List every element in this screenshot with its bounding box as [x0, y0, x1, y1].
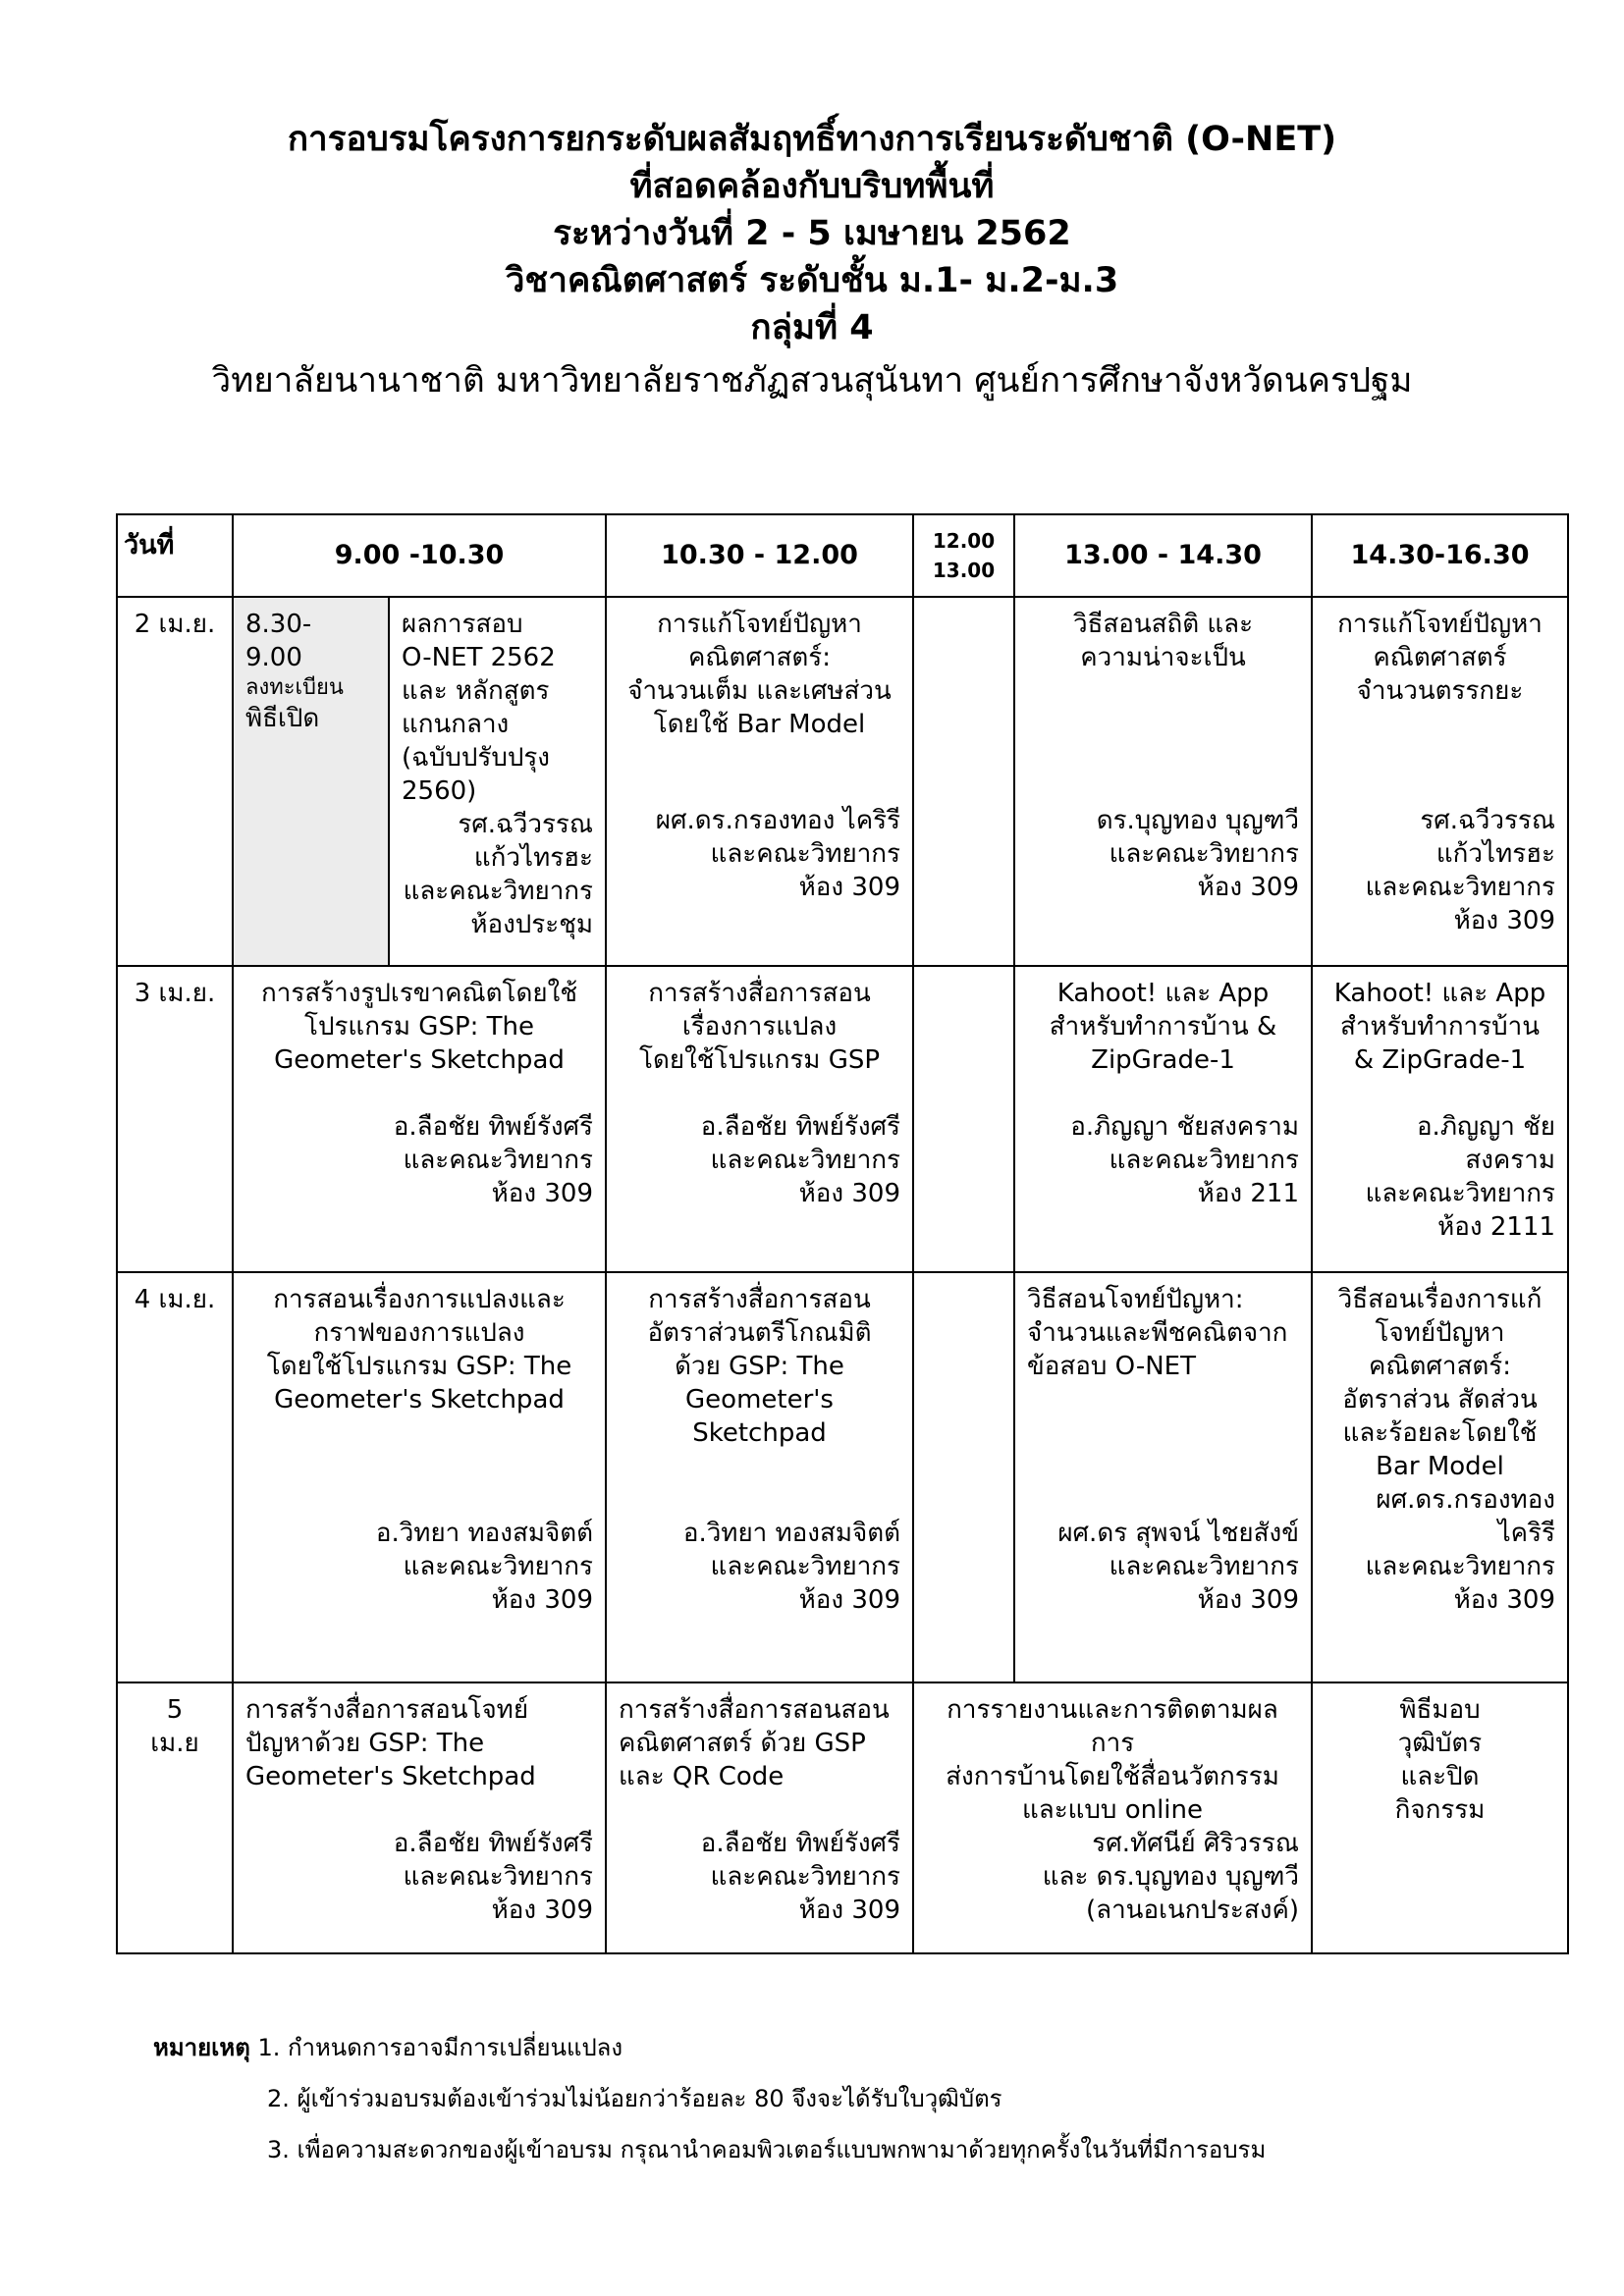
session-speaker: ผศ.ดร.กรองทอง ไคริรี และคณะวิทยากร ห้อง 309 — [1365, 1485, 1556, 1615]
session-title: การแก้โจทย์ปัญหา คณิตศาสตร์: จำนวนเต็ม และเศษส่วน โดยใช้ Bar Model — [627, 610, 892, 739]
header-row — [117, 514, 1568, 597]
session-speaker: อ.ภิญญา ชัย สงคราม และคณะวิทยากร ห้อง 2111 — [1365, 1112, 1556, 1242]
day-cell: 4 เม.ย. — [117, 1272, 233, 1682]
session-title: ผลการสอบ O-NET 2562 และ หลักสูตร แกนกลาง (ฉบับปรับปรุง 2560) — [402, 610, 556, 806]
table-row — [117, 597, 1568, 966]
session-title: Kahoot! และ App สำหรับทำการบ้าน & ZipGrade-1 — [1333, 979, 1546, 1075]
header-slot-1: 9.00 -10.30 — [233, 514, 606, 597]
notes-label: หมายเหตุ — [153, 2034, 250, 2061]
opening-ceremony: พิธีเปิด — [245, 704, 320, 733]
session-title: การรายงานและการติดตามผลการ ส่งการบ้านโดยใช้สื่อนวัตกรรม และแบบ online — [946, 1695, 1279, 1825]
session-title: การสร้างรูปเรขาคณิตโดยใช้ โปรแกรม GSP: The Geometer's Sketchpad — [261, 979, 577, 1075]
lunch-cell — [913, 966, 1014, 1272]
title-group: กลุ่มที่ 4 — [750, 308, 874, 347]
session-speaker: ผศ.ดร สุพจน์ ไชยสังข์ และคณะวิทยากร ห้อง 309 — [1057, 1519, 1300, 1615]
session-title: การสอนเรื่องการแปลงและ กราฟของการแปลง โดยใช้โปรแกรม GSP: The Geometer's Sketchpad — [266, 1285, 572, 1415]
registration-time: 8.30- 9.00 — [245, 610, 312, 672]
session-cell — [1312, 597, 1568, 966]
session-cell — [606, 597, 913, 966]
lunch-cell — [913, 597, 1014, 966]
session-title: วิธีสอนโจทย์ปัญหา: จำนวนและพีชคณิตจาก ข้อสอบ O-NET — [1027, 1285, 1288, 1381]
session-cell — [1312, 966, 1568, 1272]
table-row — [117, 966, 1568, 1272]
session-speaker: อ.วิทยา ทองสมจิตต์ และคณะวิทยากร ห้อง 309 — [375, 1519, 594, 1615]
header-day: วันที่ — [117, 514, 233, 597]
session-title: การสร้างสื่อการสอน เรื่องการแปลง โดยใช้โปรแกรม GSP — [638, 979, 881, 1075]
lunch-cell — [913, 1272, 1014, 1682]
session-speaker: อ.ลือชัย ทิพย์รังศรี และคณะวิทยากร ห้อง 309 — [393, 1112, 594, 1208]
session-speaker: รศ.ฉวีวรรณ แก้วไทรฮะ และคณะวิทยากร ห้องประชุม — [403, 810, 594, 939]
session-cell — [606, 1272, 913, 1682]
session-title: การสร้างสื่อการสอน อัตราส่วนตรีโกณมิติ ด้วย GSP: The Geometer's Sketchpad — [647, 1285, 872, 1448]
session-title: การแก้โจทย์ปัญหา คณิตศาสตร์ จำนวนตรรกยะ — [1337, 610, 1543, 706]
registration-label: ลงทะเบียน — [245, 675, 344, 700]
closing-ceremony: พิธีมอบ วุฒิบัตร และปิด กิจกรรม — [1394, 1695, 1486, 1825]
session-cell — [233, 966, 606, 1272]
session-cell — [913, 1682, 1312, 1953]
note-1-text: 1. กำหนดการอาจมีการเปลี่ยนแปลง — [257, 2034, 623, 2061]
session-cell — [1312, 1682, 1568, 1953]
note-3: 3. เพื่อความสะดวกของผู้เข้าอบรม กรุณานำคอมพิวเตอร์แบบพกพามาด้วยทุกครั้งในวันที่มีการอบรม — [267, 2136, 1267, 2163]
session-speaker: รศ.ฉวีวรรณ แก้วไทรฮะ และคณะวิทยากร ห้อง 309 — [1365, 806, 1556, 935]
registration-cell — [233, 597, 389, 966]
session-speaker: ผศ.ดร.กรองทอง ไคริรี และคณะวิทยากร ห้อง 309 — [655, 806, 901, 902]
notes — [153, 2022, 1266, 2175]
table-row — [117, 1682, 1568, 1953]
title-dates: ระหว่างวันที่ 2 - 5 เมษายน 2562 — [553, 214, 1071, 253]
day-number: 5 — [166, 1695, 184, 1725]
header-slot-2: 10.30 - 12.00 — [606, 514, 913, 597]
session-title: การสร้างสื่อการสอนโจทย์ ปัญหาด้วย GSP: The Geometer's Sketchpad — [245, 1695, 536, 1791]
session-cell — [1014, 1272, 1312, 1682]
session-speaker: อ.ลือชัย ทิพย์รังศรี และคณะวิทยากร ห้อง 309 — [393, 1829, 594, 1925]
session-cell — [233, 1272, 606, 1682]
day-month: เม.ย — [150, 1729, 199, 1758]
session-title: วิธีสอนสถิติ และ ความน่าจะเป็น — [1072, 610, 1254, 672]
lunch-end: 13.00 — [932, 559, 996, 582]
session-cell — [606, 966, 913, 1272]
header-slot-3: 13.00 - 14.30 — [1014, 514, 1312, 597]
header-slot-4: 14.30-16.30 — [1312, 514, 1568, 597]
title-subject: วิชาคณิตศาสตร์ ระดับชั้น ม.1- ม.2-ม.3 — [505, 261, 1119, 300]
lunch-start: 12.00 — [932, 529, 996, 553]
session-speaker: อ.ลือชัย ทิพย์รังศรี และคณะวิทยากร ห้อง 309 — [700, 1829, 901, 1925]
session-cell — [606, 1682, 913, 1953]
note-1 — [153, 2022, 1266, 2073]
session-speaker: ดร.บุญทอง บุญฑวี และคณะวิทยากร ห้อง 309 — [1096, 806, 1300, 902]
session-speaker: รศ.ทัศนีย์ ศิริวรรณ และ ดร.บุญทอง บุญฑวี (ลานอเนกประสงค์) — [1042, 1829, 1300, 1925]
session-speaker: อ.ภิญญา ชัยสงคราม และคณะวิทยากร ห้อง 211 — [1070, 1112, 1300, 1208]
table-row — [117, 1272, 1568, 1682]
note-2: 2. ผู้เข้าร่วมอบรมต้องเข้าร่วมไม่น้อยกว่าร้อยละ 80 จึงจะได้รับใบวุฒิบัตร — [267, 2085, 1002, 2112]
venue: วิทยาลัยนานาชาติ มหาวิทยาลัยราชภัฏสวนสุนันทา ศูนย์การศึกษาจังหวัดนครปฐม — [211, 361, 1413, 400]
session-title: การสร้างสื่อการสอนสอน คณิตศาสตร์ ด้วย GSP และ QR Code — [619, 1695, 890, 1791]
day-cell: 3 เม.ย. — [117, 966, 233, 1272]
day-cell — [117, 1682, 233, 1953]
session-title: Kahoot! และ App สำหรับทำการบ้าน & ZipGrade-1 — [1049, 979, 1277, 1075]
session-cell — [1014, 597, 1312, 966]
document-header — [0, 116, 1624, 404]
day-cell: 2 เม.ย. — [117, 597, 233, 966]
title-line-1: การอบรมโครงการยกระดับผลสัมฤทธิ์ทางการเรียนระดับชาติ (O-NET) — [287, 120, 1337, 159]
session-cell — [389, 597, 606, 966]
header-lunch — [913, 514, 1014, 597]
session-speaker: อ.วิทยา ทองสมจิตต์ และคณะวิทยากร ห้อง 309 — [682, 1519, 901, 1615]
schedule-table — [116, 513, 1569, 1954]
session-cell — [233, 1682, 606, 1953]
session-cell — [1312, 1272, 1568, 1682]
title-line-2: ที่สอดคล้องกับบริบทพื้นที่ — [629, 167, 995, 206]
session-title: วิธีสอนเรื่องการแก้ โจทย์ปัญหา คณิตศาสตร์: อัตราส่วน สัดส่วน และร้อยละโดยใช้ Bar Model — [1337, 1285, 1543, 1481]
session-cell — [1014, 966, 1312, 1272]
session-speaker: อ.ลือชัย ทิพย์รังศรี และคณะวิทยากร ห้อง 309 — [700, 1112, 901, 1208]
